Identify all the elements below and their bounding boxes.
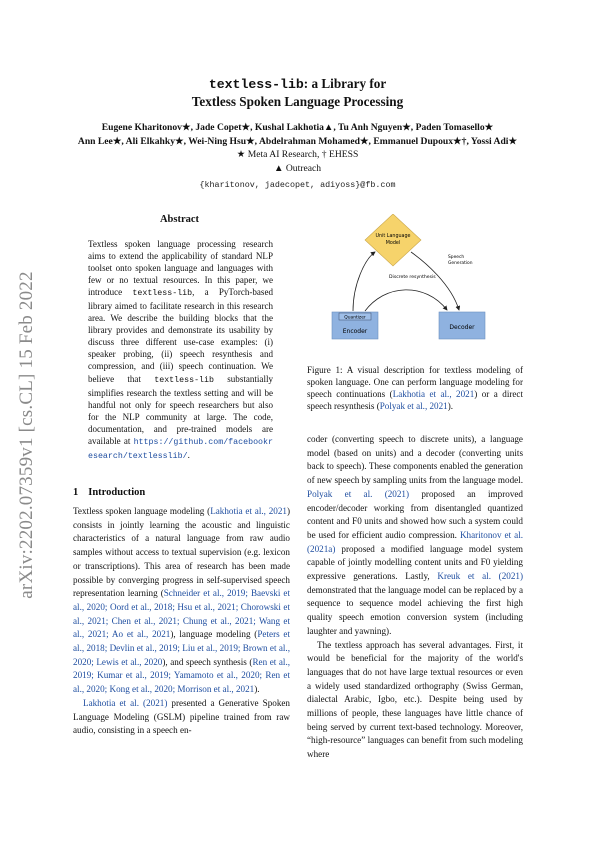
decoder-label: Decoder bbox=[449, 324, 475, 331]
right-column-body bbox=[307, 433, 523, 762]
title-line-2: Textless Spoken Language Processing bbox=[191, 94, 404, 109]
intro-paragraph-3 bbox=[307, 433, 523, 639]
intro-paragraph-1 bbox=[73, 505, 290, 697]
citation-link[interactable]: Polyak et al., 2021 bbox=[379, 401, 448, 412]
citation-link[interactable]: Peters et al., 2018; Devlin et al., 2019; Liu et al., 2019; Brown et al., 2020; Lewis et al., 2020 bbox=[73, 629, 290, 667]
intro-paragraph-4: The textless approach has several advantages. First, it would be beneficial for the majority of the world's languages that do not have large textual resources or even a widely used standardized orthography (Swiss German, dialectal Arabic, Igbo, etc.). Despite being used by millions of people, these languages have little chance of being served by current text-based technology. Moreover, “high-resource” languages can benefit from such modeling where bbox=[307, 639, 523, 760]
resynthesis-label: Discrete resynthesis bbox=[389, 275, 436, 280]
language-model-diamond bbox=[365, 214, 421, 266]
citation-link[interactable]: Lakhotia et al., 2021 bbox=[392, 389, 475, 400]
text: Textless spoken language modeling ( bbox=[73, 506, 211, 516]
abstract-end: . bbox=[187, 449, 190, 460]
paper-title bbox=[0, 75, 595, 110]
text: ) or a direct speech resynthesis ( bbox=[307, 389, 523, 412]
resynthesis-arrow bbox=[365, 290, 447, 311]
citation-link[interactable]: Ren et al., 2019; Kumar et al., 2019; Yamamoto et al., 2020; Ren et al., 2020; Kong et al., 2020; Morrison et al., 2021 bbox=[73, 656, 291, 695]
text: proposed an improved encoder/decoder working from disentangled quantized content and F0 units and showed how such a system could be used for efficient audio compression. bbox=[307, 488, 523, 540]
section-heading bbox=[73, 487, 155, 498]
speech-gen-label-1: Speech bbox=[448, 255, 465, 260]
text: ). bbox=[447, 401, 453, 412]
text: Figure 1: A visual description for textless modeling of spoken language. One can perform language modeling for speech continuations ( bbox=[307, 365, 523, 400]
text: ). bbox=[254, 684, 260, 695]
arxiv-stamp bbox=[10, 260, 44, 610]
encoder-label: Encoder bbox=[342, 328, 368, 335]
author-list bbox=[40, 121, 555, 148]
left-column-body bbox=[73, 505, 290, 738]
text: presented a Generative Spoken Language Modeling (GSLM) pipeline trained from raw audio, consisting in a speech en- bbox=[73, 697, 290, 736]
text: proposed a modified language model system capable of jointly modelling content units and F0 yielding expressive generations. Lastly, bbox=[307, 543, 523, 582]
abstract-text-1: Textless spoken language processing research aims to extend the applicability of standard NLP toolset onto spoken language and languages with few or no textual resources. In this paper, we introduce bbox=[88, 239, 273, 298]
arxiv-stamp-text: arXiv:2202.07359v1 [cs.CL] 15 Feb 2022 bbox=[16, 271, 37, 599]
authors-line-1: Eugene Kharitonov★, Jade Copet★, Kushal Lakhotia▲, Tu Anh Nguyen★, Paden Tomasello★ bbox=[101, 122, 494, 133]
citation-link[interactable]: Lakhotia et al., 2021 bbox=[210, 506, 287, 516]
citation-link[interactable]: Schneider et al., 2019; Baevski et al., 2020; Oord et al., 2018; Hsu et al., 2021; Chorowski et al., 2021; Chen et al., 2021; Chung et al., 2021; Wang et al., 2021; Ao et al., 2021 bbox=[73, 588, 290, 640]
title-line-1 bbox=[0, 75, 595, 93]
title-line-1-rest: : a Library for bbox=[303, 76, 387, 91]
figure-1-diagram bbox=[325, 214, 515, 352]
speech-gen-label-2: Generation bbox=[448, 261, 473, 266]
author-emails: {kharitonov, jadecopet, adiyoss}@fb.com bbox=[199, 180, 396, 190]
abstract-lib-name-2: textless-lib bbox=[154, 375, 214, 385]
library-name: textless-lib bbox=[208, 77, 304, 92]
text: ), and speech synthesis ( bbox=[162, 656, 253, 667]
text: ) consists in jointly learning the acoustic and linguistic characteristics of a natural language from raw audio samples without access to textual supervision (e.g. lexicon or transcriptions). This area of research has been made possible by converging progress in self-supervised speech representation learning ( bbox=[73, 506, 290, 599]
text: ), language modeling ( bbox=[170, 629, 258, 640]
citation-link[interactable]: Kreuk et al. (2021) bbox=[437, 571, 523, 582]
encoder-to-lm-arrow bbox=[353, 252, 375, 311]
text: coder (converting speech to discrete units), a language model (based on units) and a decoder (converting units back to speech). These components enabled the generation of new speech by sampling units from the language model. bbox=[307, 434, 523, 486]
authors-line-2: Ann Lee★, Ali Elkahky★, Wei-Ning Hsu★, Abdelrahman Mohamed★, Emmanuel Dupoux★†, Yossi Adi★ bbox=[77, 135, 518, 147]
affiliation-1: ★ Meta AI Research, † EHESS bbox=[236, 149, 359, 160]
abstract-text-3: substantially simplifies research the textless setting and will be handful not only for speech researchers but also for the NLP community at large. The code, documentation, and pre-trained models are available at bbox=[88, 373, 273, 446]
section-number: 1 bbox=[73, 487, 79, 498]
abstract-lib-name: textless-lib bbox=[132, 289, 193, 299]
lm-label-2: Model bbox=[385, 241, 401, 246]
affiliation-2: ▲ Outreach bbox=[273, 163, 322, 174]
quantizer-label: Quantizer bbox=[344, 315, 366, 321]
text: demonstrated that the language model can be replaced by a sequence to sequence model achieving the first high quality speech emotion conversion system (including laughter and yawning). bbox=[307, 584, 523, 636]
citation-link[interactable]: Polyak et al. (2021) bbox=[307, 488, 410, 499]
intro-paragraph-2 bbox=[73, 697, 290, 738]
repo-link[interactable]: https://github.com/facebookresearch/textlesslib/ bbox=[88, 437, 273, 461]
citation-link[interactable]: Lakhotia et al. (2021) bbox=[83, 697, 168, 708]
abstract-heading: Abstract bbox=[159, 214, 200, 225]
abstract-text-2: , a PyTorch-based library aimed to facilitate research in this research area. We describe the building blocks that the library provides and demonstrate its usability by discuss three different use-case examples: (i) speaker probing, (ii) speech resynthesis and compression, and (iii) speech continuation. We believe that bbox=[88, 287, 273, 384]
section-title: Introduction bbox=[88, 487, 146, 498]
figure-1-caption bbox=[307, 364, 523, 412]
lm-label-1: Unit Language bbox=[375, 234, 411, 239]
citation-link[interactable]: Kharitonov et al. (2021a) bbox=[307, 529, 524, 554]
abstract-body bbox=[88, 238, 273, 463]
